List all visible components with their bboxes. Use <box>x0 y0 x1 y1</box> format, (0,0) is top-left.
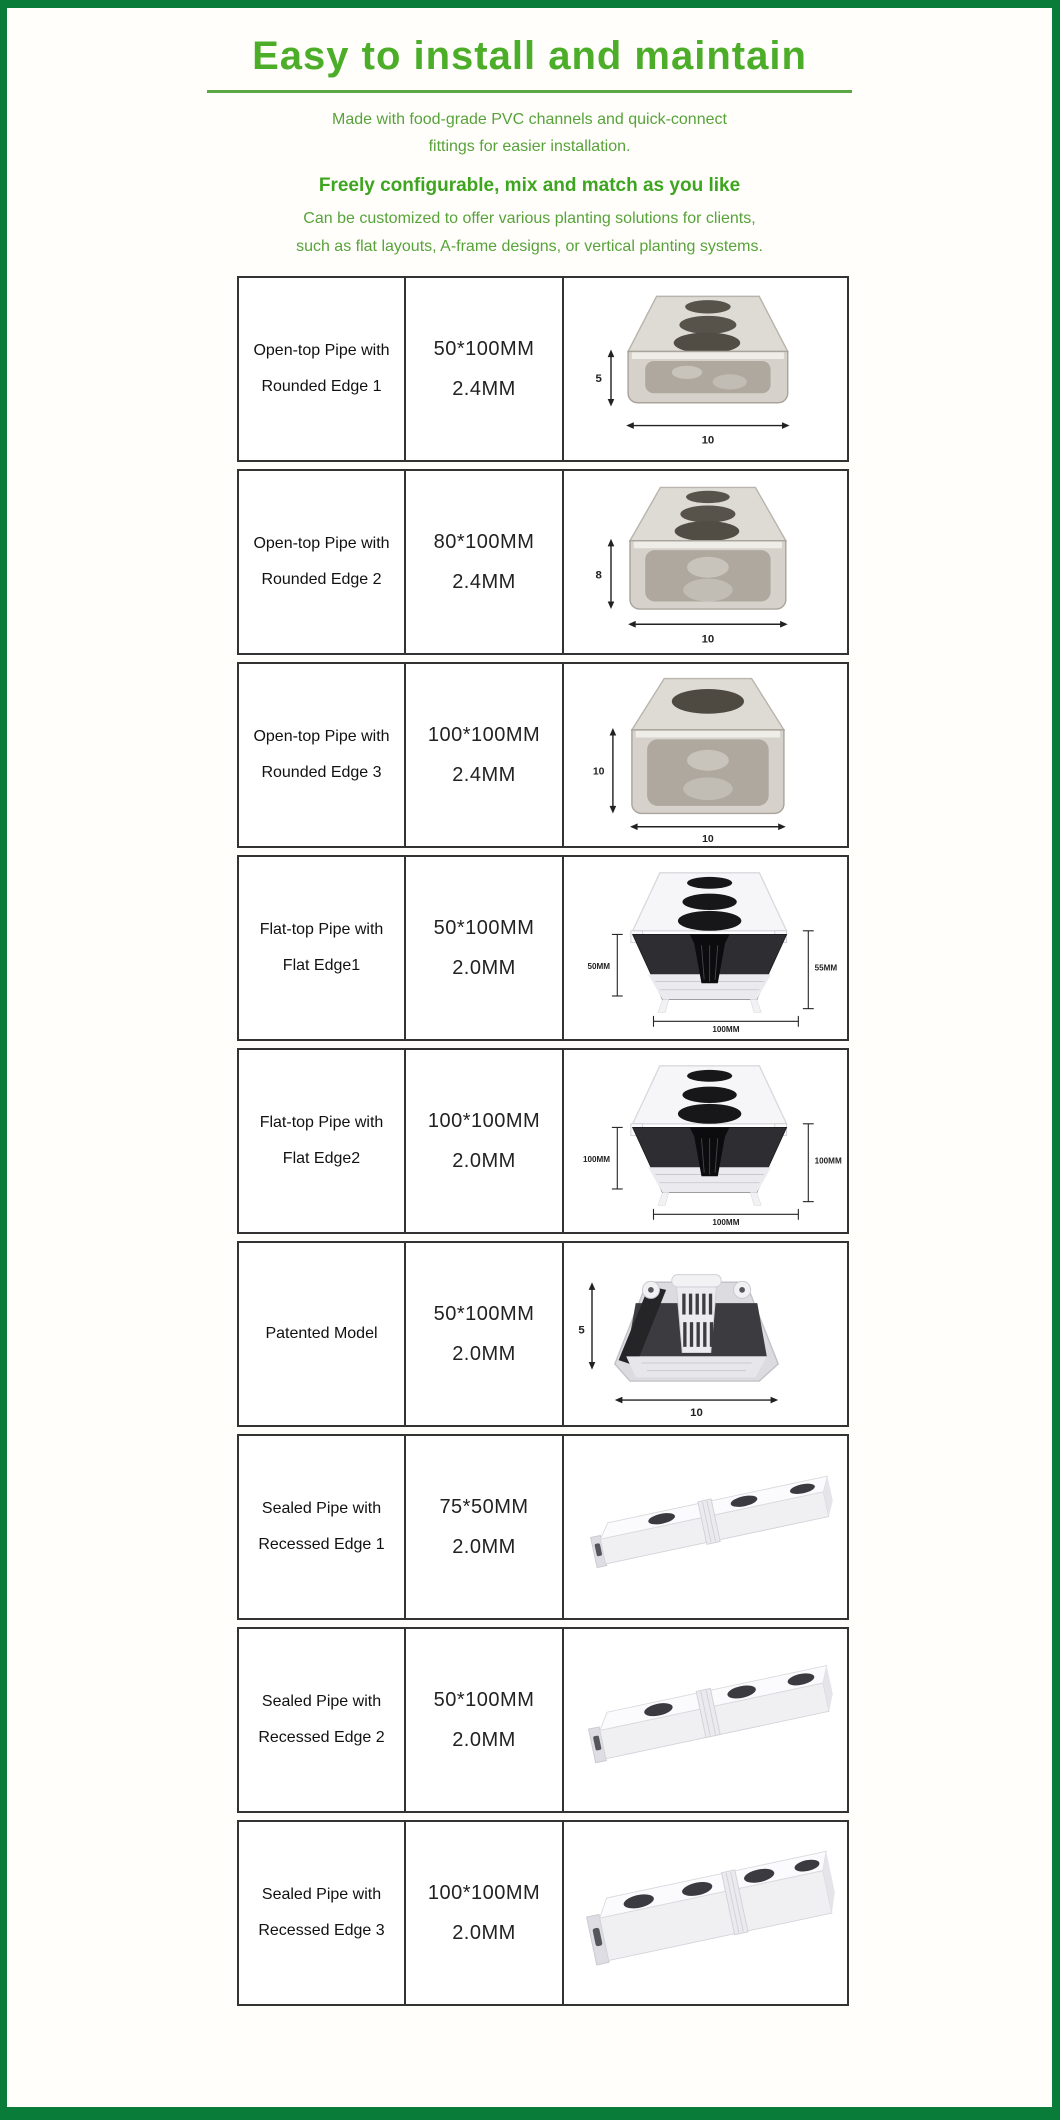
tagline-detail-line-1: Can be customized to offer various planting solutions for clients, <box>303 210 756 227</box>
intro-line-2: fittings for easier installation. <box>428 138 631 155</box>
product-size <box>406 1629 564 1811</box>
product-name: Sealed Pipe with Recessed Edge 2 <box>239 1629 406 1811</box>
open-top-pipe-image <box>573 667 839 844</box>
pipe-front-face <box>630 540 786 608</box>
intro-line-1: Made with food-grade PVC channels and quick-connect <box>332 111 727 128</box>
title-underline <box>207 90 852 93</box>
product-image-cell <box>564 1436 847 1618</box>
patented-model-image <box>573 1246 839 1423</box>
thickness-value: 2.0MM <box>452 1922 516 1944</box>
dim-label-vertical: 5 <box>594 372 602 385</box>
flat-top-pipe-image <box>570 1055 842 1227</box>
dim-label-vertical: 10 <box>592 766 604 777</box>
flat-top-pipe-image <box>570 862 842 1034</box>
product-size <box>406 1050 564 1232</box>
sealed-pipe-image <box>570 1827 842 1999</box>
product-image-cell <box>564 471 847 653</box>
pipe-cross-section <box>630 931 786 1012</box>
product-size <box>406 278 564 460</box>
table-row <box>237 1048 849 1234</box>
size-value: 80*100MM <box>433 531 535 553</box>
size-value: 100*100MM <box>427 724 541 746</box>
product-image-cell <box>564 1822 847 2004</box>
size-value: 100*100MM <box>427 1110 541 1132</box>
dim-label-horizontal: 10 <box>689 1406 703 1419</box>
table-row <box>237 1241 849 1427</box>
header <box>200 8 860 261</box>
product-name: Open-top Pipe with Rounded Edge 3 <box>239 664 406 846</box>
pipe-top-face <box>631 678 783 729</box>
dim-label-horizontal: 10 <box>701 434 714 447</box>
pipe-top-face <box>632 1066 786 1124</box>
product-size <box>406 1436 564 1618</box>
size-value: 50*100MM <box>433 1689 535 1711</box>
size-value: 75*50MM <box>439 1496 529 1518</box>
size-value: 50*100MM <box>433 338 535 360</box>
intro-text <box>200 106 860 160</box>
product-name: Sealed Pipe with Recessed Edge 1 <box>239 1436 406 1618</box>
thickness-value: 2.0MM <box>452 1343 516 1365</box>
table-row <box>237 662 849 848</box>
spec-table <box>237 276 849 2006</box>
dim-label-horizontal: 10 <box>701 632 714 645</box>
thickness-value: 2.4MM <box>452 378 516 400</box>
pipe-front-face <box>628 351 788 402</box>
dim-label-vertical: 8 <box>594 569 602 582</box>
thickness-value: 2.0MM <box>452 957 516 979</box>
size-value: 50*100MM <box>433 917 535 939</box>
product-size <box>406 471 564 653</box>
product-image-cell <box>564 1243 847 1425</box>
page-title: Easy to install and maintain <box>252 34 807 78</box>
product-image-cell <box>564 664 847 846</box>
product-image-cell <box>564 857 847 1039</box>
dim-label-left: 100MM <box>582 1154 610 1164</box>
dim-label-right: 55MM <box>814 963 837 973</box>
table-row <box>237 276 849 462</box>
table-row <box>237 1820 849 2006</box>
product-image-cell <box>564 278 847 460</box>
thickness-value: 2.4MM <box>452 571 516 593</box>
sealed-pipe <box>583 1850 839 1964</box>
size-value: 100*100MM <box>427 1882 541 1904</box>
thickness-value: 2.0MM <box>452 1150 516 1172</box>
dim-label-vertical: 5 <box>577 1324 585 1337</box>
tagline-detail <box>200 205 860 261</box>
product-name: Open-top Pipe with Rounded Edge 1 <box>239 278 406 460</box>
tagline: Freely configurable, mix and match as you like <box>318 175 741 196</box>
pipe-top-face <box>628 296 788 353</box>
dim-label-left: 50MM <box>586 961 610 971</box>
sealed-pipe-image <box>570 1441 842 1613</box>
dim-label-horizontal: 10 <box>701 833 714 844</box>
dim-label-bottom: 100MM <box>711 1025 739 1034</box>
thickness-value: 2.4MM <box>452 764 516 786</box>
product-size <box>406 857 564 1039</box>
product-name: Patented Model <box>239 1243 406 1425</box>
pipe-cross-section <box>630 1124 786 1205</box>
table-row <box>237 469 849 655</box>
product-name: Flat-top Pipe with Flat Edge2 <box>239 1050 406 1232</box>
thickness-value: 2.0MM <box>452 1536 516 1558</box>
tagline-detail-line-2: such as flat layouts, A-frame designs, or vertical planting systems. <box>296 238 763 255</box>
open-top-pipe-image <box>573 281 839 458</box>
dim-label-right: 100MM <box>814 1156 842 1166</box>
open-top-pipe-image <box>573 474 839 651</box>
product-size <box>406 1243 564 1425</box>
sealed-pipe <box>585 1664 836 1763</box>
table-row <box>237 1434 849 1620</box>
product-size <box>406 1822 564 2004</box>
size-value: 50*100MM <box>433 1303 535 1325</box>
product-image-cell <box>564 1050 847 1232</box>
product-image-cell <box>564 1629 847 1811</box>
product-size <box>406 664 564 846</box>
pipe-top-face <box>630 487 786 541</box>
table-row <box>237 855 849 1041</box>
sealed-pipe-image <box>570 1634 842 1806</box>
sealed-pipe <box>588 1474 836 1567</box>
pipe-front-face <box>631 729 783 813</box>
thickness-value: 2.0MM <box>452 1729 516 1751</box>
product-name: Flat-top Pipe with Flat Edge1 <box>239 857 406 1039</box>
dim-label-bottom: 100MM <box>711 1218 739 1227</box>
pipe-top-face <box>632 873 786 931</box>
table-row <box>237 1627 849 1813</box>
product-name: Sealed Pipe with Recessed Edge 3 <box>239 1822 406 2004</box>
product-name: Open-top Pipe with Rounded Edge 2 <box>239 471 406 653</box>
